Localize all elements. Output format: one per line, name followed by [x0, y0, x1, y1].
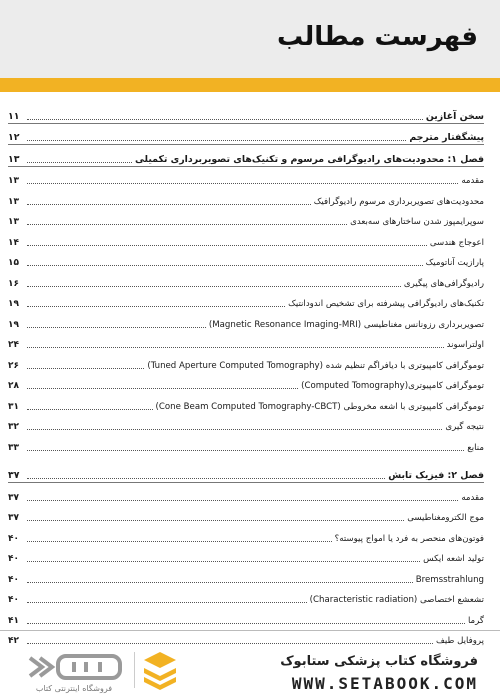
toc-page-number: ۱۳: [8, 217, 19, 227]
dot-leader: [27, 204, 311, 205]
dot-leader: [27, 623, 465, 624]
page-title: فهرست مطالب: [277, 22, 478, 52]
toc-page-number: ۱۳: [8, 153, 20, 165]
toc-page-number: ۳۲: [8, 422, 19, 432]
toc-page-number: ۳۷: [8, 513, 19, 523]
dot-leader: [27, 500, 458, 501]
toc-row[interactable]: [8, 331, 484, 352]
toc-title: مقدمه: [461, 176, 484, 186]
dot-leader: [27, 541, 332, 542]
toc-page-number: ۳۷: [8, 470, 20, 481]
toc-page-number: ۲۶: [8, 360, 19, 371]
toc-page-number: ۲۴: [8, 340, 19, 350]
toc-row[interactable]: [8, 545, 484, 566]
toc-row[interactable]: [8, 187, 484, 208]
dot-leader: [27, 183, 458, 184]
toc-title: پیشگفتار مترجم: [409, 132, 484, 143]
shop-name: فروشگاه کتاب پزشکی ستابوک: [280, 654, 478, 669]
toc-title: تولید اشعه ایکس: [423, 554, 484, 564]
book-stack-icon: [140, 650, 180, 690]
dot-leader: [27, 119, 423, 120]
toc-title: توموگرافی کامپیوتری با دیافراگم تنظیم شده (Tuned Aperture Computed Tomography): [147, 360, 484, 371]
toc-title: فوتون‌های منحصر به فرد یا امواج پیوسته؟: [334, 533, 484, 544]
dot-leader: [27, 429, 442, 430]
toc-page-number: ۱۹: [8, 319, 19, 330]
toc-page-number: ۱۴: [8, 237, 19, 248]
toc-row[interactable]: [8, 310, 484, 331]
table-of-contents: [8, 102, 484, 647]
toc-page-number: ۱۲: [8, 132, 20, 143]
dot-leader: [27, 162, 132, 163]
toc-title: نتیجه گیری: [445, 422, 484, 432]
dot-leader: [27, 265, 423, 266]
toc-page-number: ۳۷: [8, 492, 19, 503]
toc-page-number: ۲۸: [8, 381, 19, 391]
accent-bar: [0, 78, 500, 92]
toc-title: تشعشع اختصاصی (Characteristic radiation): [309, 595, 484, 605]
toc-chapter-row[interactable]: [8, 462, 484, 484]
toc-title: فصل ۱: محدودیت‌های رادیوگرافی مرسوم و تکنیک‌های تصویربرداری تکمیلی: [135, 153, 484, 165]
toc-row[interactable]: [8, 269, 484, 290]
toc-title: اولتراسوند: [446, 340, 484, 350]
toc-title: فصل ۲: فیزیک تابش: [388, 470, 484, 481]
toc-page-number: ۱۶: [8, 278, 19, 289]
toc-title: منابع: [467, 442, 484, 453]
toc-title: توموگرافی کامپیوتری با اشعه مخروطی (Cone Beam Computed Tomography-CBCT): [155, 401, 484, 412]
footer-divider: [0, 630, 500, 631]
toc-row[interactable]: [8, 228, 484, 249]
toc-page-number: ۱۳: [8, 196, 19, 207]
dot-leader: [27, 602, 307, 603]
dot-leader: [27, 286, 401, 287]
toc-row[interactable]: [8, 586, 484, 607]
page-header: [0, 0, 500, 78]
toc-chapter-row[interactable]: [8, 145, 484, 167]
dot-leader: [27, 224, 347, 225]
toc-row[interactable]: [8, 524, 484, 545]
toc-title: مقدمه: [461, 492, 484, 503]
toc-row[interactable]: [8, 290, 484, 311]
toc-page-number: ۴۰: [8, 554, 19, 564]
toc-page-number: ۴۰: [8, 533, 19, 544]
toc-title: سخن آغازین: [425, 110, 484, 122]
dot-leader: [27, 347, 444, 348]
toc-page-number: ۴۱: [8, 615, 19, 626]
toc-row[interactable]: [8, 413, 484, 434]
dot-leader: [27, 140, 406, 141]
dot-leader: [27, 306, 285, 307]
toc-row[interactable]: [8, 167, 484, 188]
toc-page-number: ۱۱: [8, 110, 20, 122]
toc-title: رادیوگرافی‌های پیگیری: [403, 278, 484, 289]
toc-title: Bremsstrahlung: [415, 574, 484, 585]
toc-row[interactable]: [8, 208, 484, 229]
dot-leader: [27, 388, 298, 389]
toc-title: اعوجاج هندسی: [429, 237, 484, 248]
toc-row[interactable]: [8, 504, 484, 525]
toc-title: تصویربرداری رزونانس مغناطیسی (Magnetic Resonance Imaging-MRI): [208, 319, 484, 330]
toc-title: توموگرافی کامپیوتری(Computed Tomography): [301, 381, 484, 391]
toc-title: محدودیت‌های تصویربرداری مرسوم رادیوگرافیک: [313, 196, 484, 207]
dot-leader: [27, 368, 144, 369]
toc-row[interactable]: [8, 351, 484, 372]
footer: [0, 640, 500, 700]
logo-divider: [134, 652, 135, 688]
toc-page-number: ۱۹: [8, 299, 19, 309]
toc-title: سوپرایمپوز شدن ساختارهای سه‌بعدی: [350, 217, 484, 227]
toc-page-number: ۱۵: [8, 258, 19, 268]
toc-title: پروفایل طیف: [436, 636, 484, 646]
dot-leader: [27, 561, 420, 562]
toc-title: تکنیک‌های رادیوگرافی پیشرفته برای تشخیص اندودانتیک: [288, 299, 484, 309]
toc-page-number: ۳۳: [8, 442, 19, 453]
toc-row[interactable]: [8, 483, 484, 504]
dot-leader: [27, 520, 404, 521]
shop-url[interactable]: WWW.SETABOOK.COM: [291, 674, 478, 693]
dot-leader: [27, 450, 464, 451]
dot-leader: [27, 582, 413, 583]
toc-title: پارازیت آناتومیک: [425, 258, 484, 268]
toc-row[interactable]: [8, 249, 484, 270]
toc-page-number: ۱۳: [8, 176, 19, 186]
toc-title: گرما: [467, 615, 484, 626]
toc-page-number: ۴۰: [8, 574, 19, 585]
dot-leader: [27, 478, 385, 479]
logo-caption: فروشگاه اینترنتی کتاب: [35, 684, 113, 693]
toc-row[interactable]: [8, 606, 484, 627]
toc-chapter-row[interactable]: [8, 102, 484, 124]
toc-page-number: ۴۲: [8, 636, 19, 646]
toc-chapter-row[interactable]: [8, 124, 484, 146]
dot-leader: [27, 245, 427, 246]
toc-row[interactable]: [8, 433, 484, 454]
toc-page-number: ۳۱: [8, 401, 19, 412]
toc-row[interactable]: [8, 392, 484, 413]
toc-page-number: ۴۰: [8, 595, 19, 605]
toc-row[interactable]: [8, 565, 484, 586]
dot-leader: [27, 327, 206, 328]
dot-leader: [27, 409, 153, 410]
toc-row[interactable]: [8, 372, 484, 393]
toc-title: موج الکترومغناطیسی: [407, 513, 484, 523]
